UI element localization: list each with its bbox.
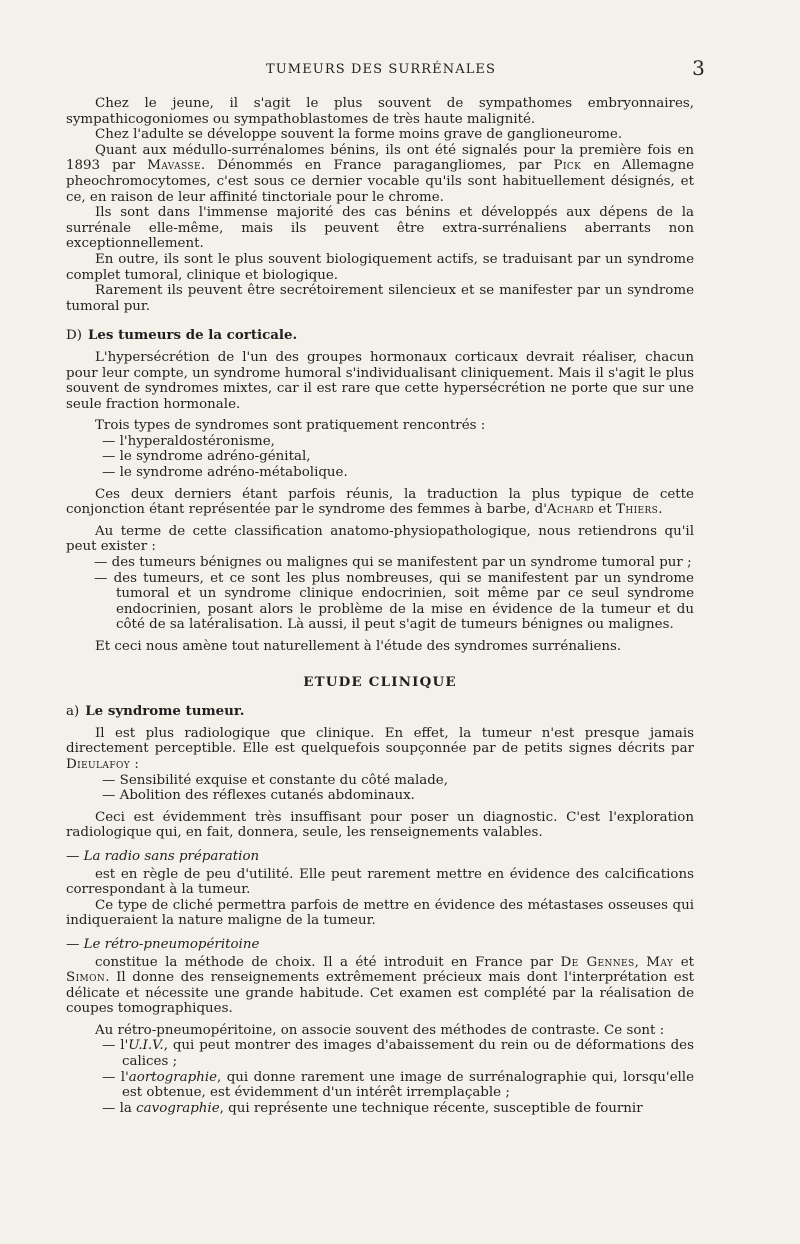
list-item: — des tumeurs, et ce sont les plus nombreuses, qui se manifestent par un syndrome tumoral et un syndrome clinique endocrinien, soit même par ce seul syndrome endocrinien, posant alors le problème de la mise en évidence de la tumeur et du côté de sa latéralisation. Là aussi, il peut s'agit de tumeurs bénignes ou malignes. xyxy=(94,570,694,633)
author-name: Dieulafoy xyxy=(66,756,131,772)
list-item: — l'U.I.V., qui peut montrer des images d'abaissement du rein ou de déformations des calices ; xyxy=(102,1038,694,1070)
list-item: — Sensibilité exquise et constante du côté malade, xyxy=(102,772,448,788)
section-title: Les tumeurs de la corticale. xyxy=(87,327,298,344)
paragraph: Il est plus radiologique que clinique. En effet, la tumeur n'est presque jamais directement perceptible. Elle est quelquefois soupçonnée par de petits signes décrits par Dieulafoy : xyxy=(66,725,694,772)
section-label: D) xyxy=(66,328,82,344)
page-body xyxy=(66,96,694,1116)
paragraph: Chez le jeune, il s'agit le plus souvent de sympathomes embryonnaires, sympathicogoniomes ou sympathoblastomes de très haute malignité. xyxy=(66,96,694,127)
subsection-title: — Le rétro-pneumopéritoine xyxy=(66,936,260,952)
list-item: — l'hyperaldostéronisme, xyxy=(102,433,275,449)
author-name: Achard xyxy=(546,502,595,518)
list-item: — des tumeurs bénignes ou malignes qui se manifestent par un syndrome tumoral pur ; xyxy=(94,555,692,571)
list-item: — le syndrome adréno-génital, xyxy=(102,449,311,465)
running-header xyxy=(66,56,706,82)
paragraph: Chez l'adulte se développe souvent la forme moins grave de ganglioneurome. xyxy=(95,127,623,143)
chapter-heading: ETUDE CLINIQUE xyxy=(303,673,457,690)
list-item: — le syndrome adréno-métabolique. xyxy=(102,465,348,481)
paragraph: Ceci est évidemment très insuffisant pour poser un diagnostic. C'est l'exploration radiologique qui, en fait, donnera, seule, les renseignements valables. xyxy=(66,809,694,841)
list-item: — Abolition des réflexes cutanés abdominaux. xyxy=(102,788,415,804)
paragraph: Et ceci nous amène tout naturellement à l'étude des syndromes surrénaliens. xyxy=(95,639,622,654)
section-title: Le syndrome tumeur. xyxy=(85,703,245,720)
list-item: — la cavographie, qui représente une technique récente, susceptible de fournir xyxy=(102,1100,643,1116)
paragraph: Quant aux médullo-surrénalomes bénins, ils ont été signalés pour la première fois en 1893 par Mavasse. Dénommés en France paragangliomes, par Pick en Allemagne pheochromocytomes, c'est sous ce dernier vocable qu'ils sont habituellement désignés, et ce, en raison de leur affinité tinctoriale pour le chrome. xyxy=(66,142,694,205)
author-name: Simon xyxy=(66,970,106,986)
paragraph: est en règle de peu d'utilité. Elle peut rarement mettre en évidence des calcifications correspondant à la tumeur. xyxy=(66,866,694,898)
author-name: May xyxy=(646,954,674,970)
author-name: De Gennes xyxy=(560,954,635,970)
section-heading xyxy=(66,328,694,344)
list-item: — l'aortographie, qui donne rarement une image de surrénalographie qui, lorsqu'elle est obtenue, est évidemment d'un intérêt irremplaçable ; xyxy=(102,1069,694,1101)
section-heading xyxy=(66,704,694,720)
paragraph: Au terme de cette classification anatomo-physiopathologique, nous retiendrons qu'il peut exister : xyxy=(66,523,694,555)
paragraph: Au rétro-pneumopéritoine, on associe souvent des méthodes de contraste. Ce sont : xyxy=(95,1022,665,1038)
running-title: TUMEURS DES SURRÉNALES xyxy=(265,62,497,77)
subsection-title: — La radio sans préparation xyxy=(66,848,260,864)
paragraph: Ce type de cliché permettra parfois de mettre en évidence des métastases osseuses qui indiqueraient la nature maligne de la tumeur. xyxy=(66,897,694,929)
paragraph: Rarement ils peuvent être secrétoirement silencieux et se manifester par un syndrome tumoral pur. xyxy=(66,283,694,314)
paragraph: Ils sont dans l'immense majorité des cas bénins et développés aux dépens de la surrénale elle-même, mais ils peuvent être extra-surrénaliens aberrants non exceptionnellement. xyxy=(66,205,694,252)
paragraph: constitue la méthode de choix. Il a été introduit en France par De Gennes, May et Simon. Il donne des renseignements extrêmement précieux mais dont l'interprétation est délicate et nécessite une grande habitude. Cet examen est complété par la réalisation de coupes tomographiques. xyxy=(66,954,695,1017)
page-number: 3 xyxy=(692,56,706,80)
paragraph: L'hypersécrétion de l'un des groupes hormonaux corticaux devrait réaliser, chacun pour leur compte, un syndrome humoral s'individualisant cliniquement. Mais il s'agit le plus souvent de syndromes mixtes, car il est rare que cette hypersécrétion ne porte que sur une seule fraction hormonale. xyxy=(66,349,694,412)
paragraph: Trois types de syndromes sont pratiquement rencontrés : xyxy=(95,418,486,434)
paragraph: En outre, ils sont le plus souvent biologiquement actifs, se traduisant par un syndrome complet tumoral, clinique et biologique. xyxy=(66,251,694,283)
paragraph: Ces deux derniers étant parfois réunis, la traduction la plus typique de cette conjonction étant représentée par le syndrome des femmes à barbe, d'Achard et Thiers. xyxy=(66,486,694,518)
section-label: a) xyxy=(66,704,80,720)
author-name: Thiers xyxy=(616,502,659,518)
author-name: Pick xyxy=(553,158,582,174)
author-name: Mavasse xyxy=(147,158,201,174)
